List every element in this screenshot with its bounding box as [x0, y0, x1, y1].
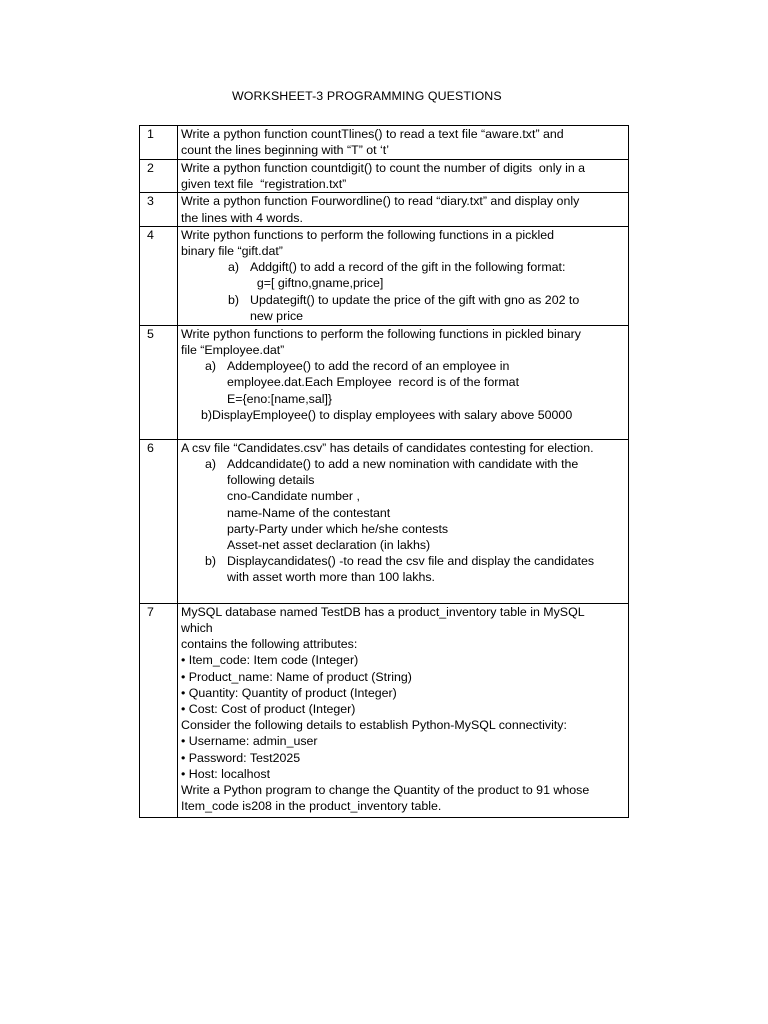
- question-line: Item_code is208 in the product_inventory table.: [181, 799, 442, 814]
- sub-item-line: cno-Candidate number ,: [227, 489, 360, 504]
- question-line: Write python functions to perform the following functions in pickled binary: [181, 326, 581, 341]
- question-line: contains the following attributes:: [181, 637, 358, 652]
- question-line: • Password: Test2025: [181, 750, 301, 765]
- sub-item-text: [227, 358, 626, 407]
- question-line: Write a python function countTlines() to read a text file “aware.txt” and: [181, 127, 564, 141]
- question-line: A csv file “Candidates.csv” has details of candidates contesting for election.: [181, 440, 594, 455]
- question-row-2: [140, 160, 629, 193]
- sub-item-line: name-Name of the contestant: [227, 505, 391, 520]
- question-text: [178, 603, 629, 817]
- sub-item-line: following details: [227, 473, 315, 488]
- question-row-7: [140, 603, 629, 817]
- sub-item-a: [181, 358, 626, 407]
- question-line: • Username: admin_user: [181, 734, 318, 749]
- sub-item-label: a): [228, 260, 240, 275]
- sub-item-label: a): [205, 457, 217, 472]
- sub-item-line: g=[ giftno,gname,price]: [250, 276, 384, 291]
- questions-table: [139, 125, 629, 818]
- question-line: b)DisplayEmployee() to display employees with salary above 50000: [201, 407, 573, 422]
- question-line: • Host: localhost: [181, 766, 271, 781]
- question-number: 1: [140, 126, 178, 160]
- sub-item-line: E={eno:[name,sal]}: [227, 391, 333, 406]
- question-line: Write python functions to perform the following functions in a pickled: [181, 227, 555, 242]
- question-line: • Cost: Cost of product (Integer): [181, 702, 356, 717]
- question-number: 6: [140, 439, 178, 603]
- sub-item-b: [181, 292, 626, 324]
- question-row-1: [140, 126, 629, 160]
- question-line: • Quantity: Quantity of product (Integer): [181, 685, 397, 700]
- question-line: • Item_code: Item code (Integer): [181, 653, 359, 668]
- sub-item-text: [250, 292, 626, 324]
- question-text: [178, 226, 629, 325]
- sub-item-label: b): [205, 554, 217, 569]
- sub-item-line: with asset worth more than 100 lakhs.: [227, 570, 435, 585]
- question-text: [178, 325, 629, 439]
- question-line: • Product_name: Name of product (String): [181, 669, 412, 684]
- question-line: count the lines beginning with “T” ot ‘t’: [181, 143, 389, 158]
- question-line: MySQL database named TestDB has a product_inventory table in MySQL: [181, 604, 585, 619]
- page-title: WORKSHEET-3 PROGRAMMING QUESTIONS: [232, 89, 502, 103]
- sub-item-line: new price: [250, 308, 304, 323]
- question-line: Write a python function countdigit() to count the number of digits only in a: [181, 161, 586, 175]
- question-row-3: [140, 193, 629, 226]
- question-line: the lines with 4 words.: [181, 210, 303, 225]
- question-number: 3: [140, 193, 178, 226]
- question-number: 7: [140, 603, 178, 817]
- sub-item-line: Addgift() to add a record of the gift in the following format:: [250, 260, 566, 275]
- question-line: Write a python function Fourwordline() to read “diary.txt” and display only: [181, 194, 580, 209]
- sub-item-line: employee.dat.Each Employee record is of the format: [227, 375, 520, 390]
- question-line: which: [181, 621, 213, 636]
- question-number: 4: [140, 226, 178, 325]
- question-row-5: [140, 325, 629, 439]
- sub-item-text: [227, 553, 626, 585]
- question-text: [178, 439, 629, 603]
- question-line: Write a Python program to change the Quantity of the product to 91 whose: [181, 783, 590, 798]
- question-line: file “Employee.dat”: [181, 343, 285, 358]
- question-text: [178, 160, 629, 193]
- sub-item-line: Displaycandidates() -to read the csv file and display the candidates: [227, 554, 595, 569]
- sub-item-a: [181, 259, 626, 291]
- question-text: [178, 126, 629, 160]
- sub-item-text: [227, 456, 626, 553]
- sub-item-text: [250, 259, 626, 291]
- question-line: given text file “registration.txt”: [181, 177, 347, 192]
- question-row-6: [140, 439, 629, 603]
- question-number: 2: [140, 160, 178, 193]
- sub-item-label: a): [205, 359, 217, 374]
- sub-item-a: [181, 456, 626, 553]
- sub-item-line: Addemployee() to add the record of an employee in: [227, 359, 510, 374]
- sub-item-line: Asset-net asset declaration (in lakhs): [227, 538, 431, 553]
- question-line: binary file “gift.dat”: [181, 244, 283, 259]
- sub-item-line: Addcandidate() to add a new nomination with candidate with the: [227, 457, 579, 472]
- question-line: Consider the following details to establish Python-MySQL connectivity:: [181, 718, 567, 733]
- question-row-4: [140, 226, 629, 325]
- question-number: 5: [140, 325, 178, 439]
- sub-item-line: Updategift() to update the price of the gift with gno as 202 to: [250, 292, 580, 307]
- question-text: [178, 193, 629, 226]
- sub-item-label: b): [228, 292, 240, 307]
- sub-item-line: party-Party under which he/she contests: [227, 521, 449, 536]
- sub-item-b: [181, 553, 626, 585]
